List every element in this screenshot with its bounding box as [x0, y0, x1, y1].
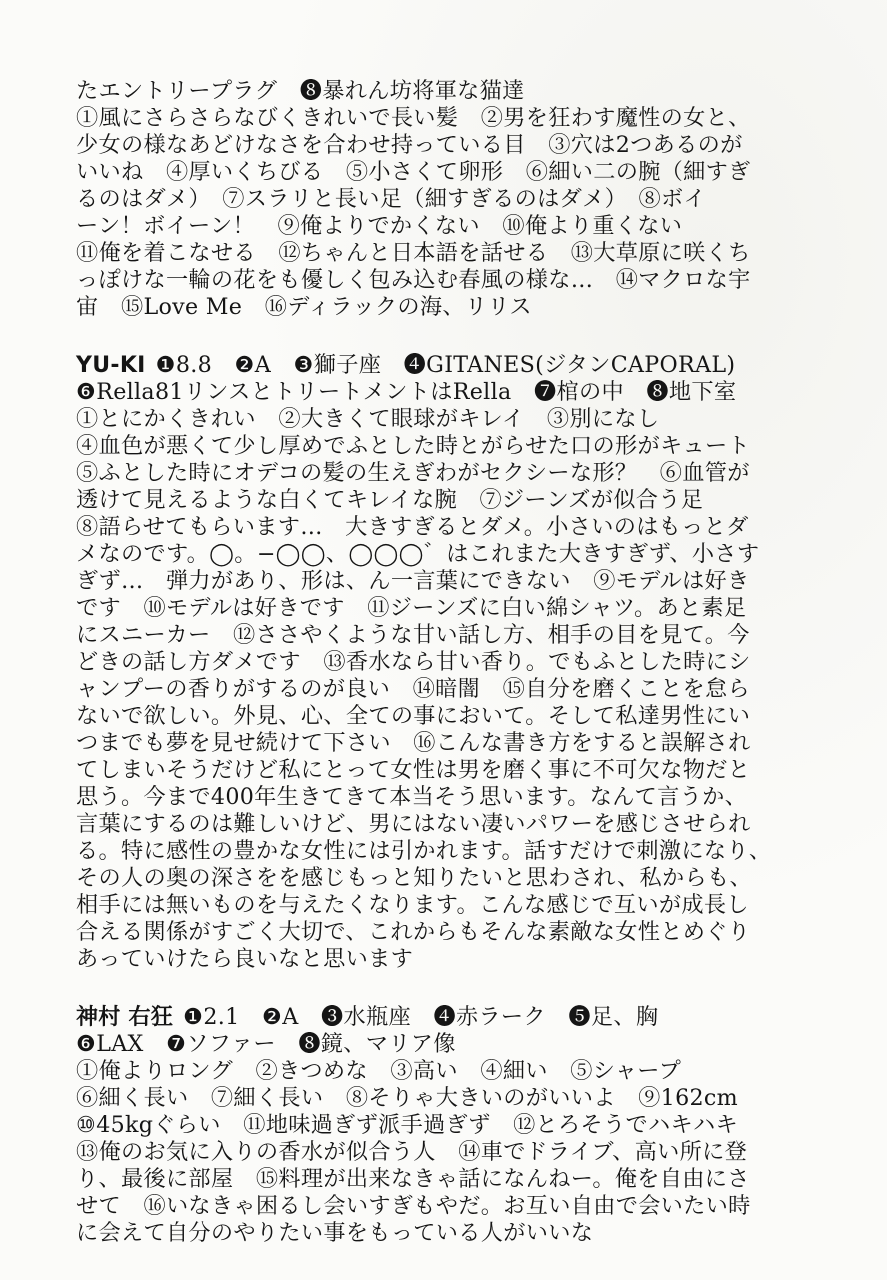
yuki-line: 透けて見えるような白くてキレイな腕 ⑦ジーンズが似合う足: [76, 487, 704, 513]
intro-section: [76, 78, 811, 321]
yuki-line: ④血色が悪くて少し厚めでふとした時とがらせた口の形がキュート: [76, 433, 750, 459]
intro-line: るのはダメ） ⑦スラリと長い足（細すぎるのはダメ） ⑧ボイ: [76, 186, 706, 212]
yuki-line: あっていけたら良いなと思います: [76, 946, 414, 972]
yuki-line: 合える関係がすごく大切で、これからもそんな素敵な女性とめぐり: [76, 919, 751, 945]
yuki-line: メなのです。◯。−◯◯、◯◯◯゛はこれまた大きすぎず、小さす: [76, 541, 760, 567]
yuki-line: つまでも夢を見せ続けて下さい ⑯こんな書き方をすると誤解され: [76, 730, 751, 756]
yuki-line: 相手には無いものを与えたくなります。こんな感じで互いが成長し: [76, 892, 749, 918]
kamimura-section: [76, 1004, 811, 1247]
kamimura-name: 神村 右狂: [76, 1005, 174, 1030]
kamimura-line: り、最後に部屋 ⑮料理が出来なきゃ話になんねー。俺を自由にさ: [76, 1166, 750, 1192]
text-page: [76, 78, 811, 1247]
yuki-line: る。特に感性の豊かな女性には引かれます。話すだけで刺激になり、: [76, 838, 772, 864]
kamimura-header-line: [76, 1004, 811, 1031]
kamimura-line: ⑥細く長い ⑦細く長い ⑧そりゃ大きいのがいいよ ⑨162cm: [76, 1085, 738, 1111]
yuki-line: ないで欲しい。外見、心、全ての事において。そして私達男性にい: [76, 703, 751, 729]
kamimura-line: に会えて自分のやりたい事をもっている人がいいな: [76, 1220, 594, 1246]
yuki-line: ャンプーの香りがするのが良い ⑭暗闇 ⑮自分を磨くことを怠ら: [76, 676, 750, 702]
yuki-line: です ⑩モデルは好きです ⑪ジーンズに白い綿シャツ。あと素足: [76, 595, 747, 621]
kamimura-line: ①俺よりロング ②きつめな ③高い ④細い ⑤シャープ: [76, 1058, 682, 1084]
yuki-header-line: [76, 352, 811, 379]
yuki-header: ❶8.8 ❷A ❸獅子座 ❹GITANES(ジタンCAPORAL): [155, 352, 736, 378]
kamimura-line: せて ⑯いなきゃ困るし会いすぎもやだ。お互い自由で会いたい時: [76, 1193, 751, 1219]
intro-line: ーン！ボイーン！ ⑨俺よりでかくない ⑩俺より重くない: [76, 213, 683, 239]
yuki-line: にスニーカー ⑫ささやくような甘い話し方、相手の目を見て。今: [76, 622, 750, 648]
intro-line: ⑪俺を着こなせる ⑫ちゃんと日本語を話せる ⑬大草原に咲くち: [76, 240, 751, 266]
intro-line: 少女の様なあどけなさを合わせ持っている目 ③穴は2つあるのが: [76, 132, 743, 158]
yuki-line: 思う。今まで400年生きてきて本当そう思います。なんて言うか、: [76, 784, 748, 810]
yuki-section: [76, 352, 811, 973]
intro-line: っぽけな一輪の花をも優しく包み込む春風の様な… ⑭マクロな宇: [76, 267, 751, 293]
kamimura-line: ❻LAX ❼ソファー ❽鏡、マリア像: [76, 1031, 456, 1057]
kamimura-line: ⑬俺のお気に入りの香水が似合う人 ⑭車でドライブ、高い所に登: [76, 1139, 748, 1165]
intro-line: 宙 ⑮Love Me ⑯ディラックの海、リリス: [76, 294, 532, 320]
intro-line: ①風にさらさらなびくきれいで長い髪 ②男を狂わす魔性の女と、: [76, 105, 751, 131]
yuki-line: ①とにかくきれい ②大きくて眼球がキレイ ③別になし: [76, 406, 660, 432]
yuki-line: てしまいそうだけど私にとって女性は男を磨く事に不可欠な物だと: [76, 757, 751, 783]
yuki-line: ぎず… 弾力があり、形は、ん一言葉にできない ⑨モデルは好き: [76, 568, 750, 594]
yuki-line: 言葉にするのは難しいけど、男にはない凄いパワーを感じさせられ: [76, 811, 751, 837]
yuki-line: どきの話し方ダメです ⑬香水なら甘い香り。でもふとした時にシ: [76, 649, 751, 675]
yuki-line: ⑧語らせてもらいます… 大きすぎるとダメ。小さいのはもっとダ: [76, 514, 749, 540]
yuki-line: その人の奥の深さをを感じもっと知りたいと思わされ、私からも、: [76, 865, 752, 891]
kamimura-line: ⑩45kgぐらい ⑪地味過ぎず派手過ぎず ⑫とろそうでハキハキ: [76, 1112, 738, 1138]
yuki-line: ❻Rella81リンスとトリートメントはRella ❼棺の中 ❽地下室: [76, 379, 737, 405]
yuki-name: YU-KI: [76, 353, 146, 378]
kamimura-header: ❶2.1 ❷A ❸水瓶座 ❹赤ラーク ❺足、胸: [183, 1004, 659, 1030]
intro-line: たエントリープラグ ❽暴れん坊将軍な猫達: [76, 78, 525, 104]
yuki-line: ⑤ふとした時にオデコの髪の生えぎわがセクシーな形？ ⑥血管が: [76, 460, 750, 486]
intro-line: いいね ④厚いくちびる ⑤小さくて卵形 ⑥細い二の腕（細すぎ: [76, 159, 751, 185]
